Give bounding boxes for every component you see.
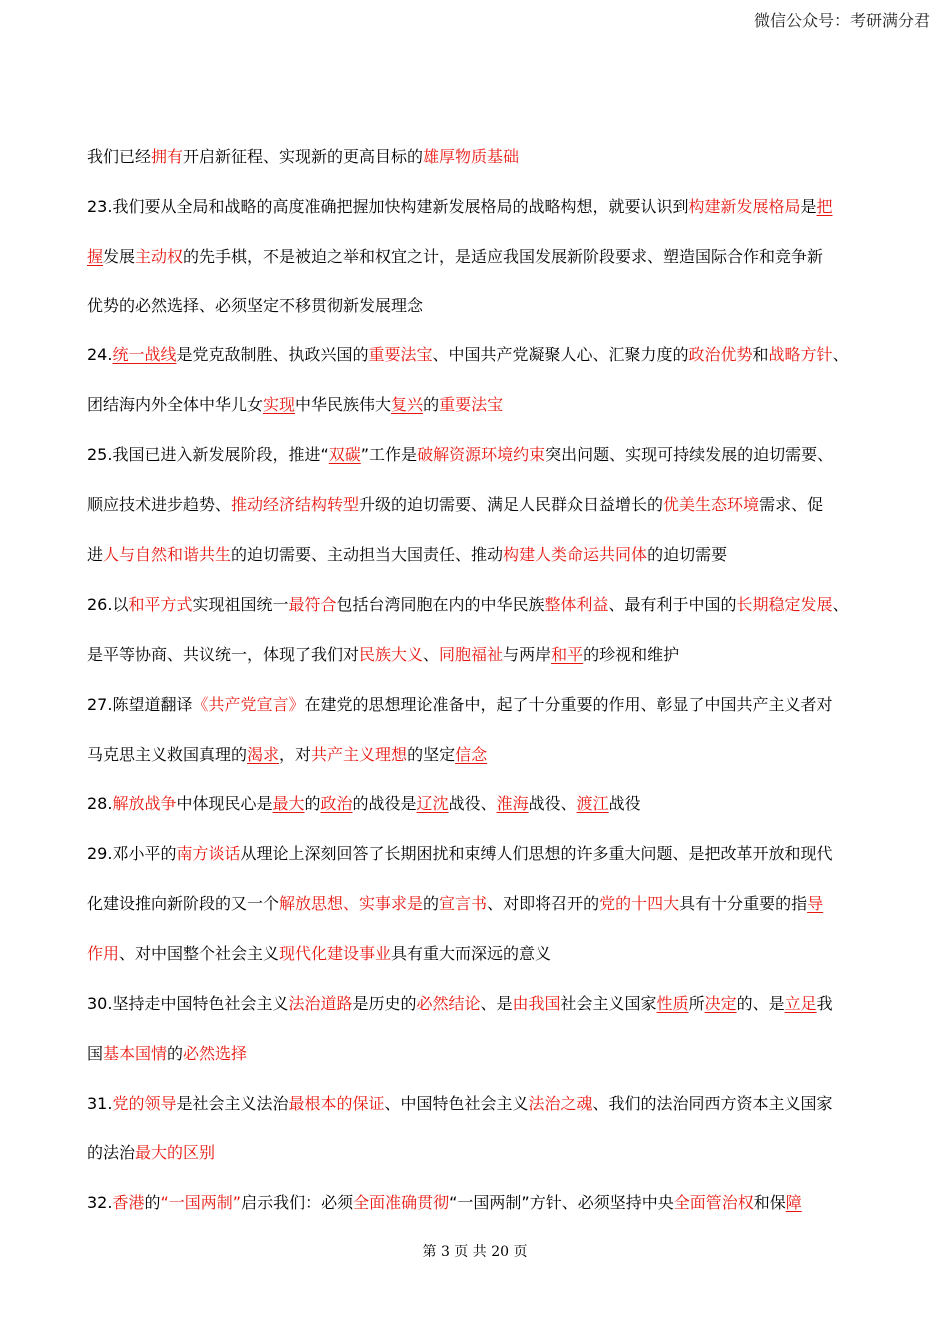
text-segment: 国 [87,1044,104,1063]
text-segment: 、中国共产党凝聚人心、汇聚力度的 [432,345,689,364]
text-line [87,593,877,617]
highlighted-term: 最大的区别 [135,1143,216,1162]
highlighted-term: 把 [816,197,833,216]
highlighted-term: 最符合 [288,595,337,614]
highlighted-term: 重要法宝 [368,345,433,364]
text-segment: 、最有利于中国的 [608,595,737,614]
highlighted-term: 拥有 [151,147,184,166]
text-segment: 和 [752,345,769,364]
text-segment: 的迫切需要 [647,545,728,564]
text-segment: 、我们的法治同西方资本主义国家 [592,1094,833,1113]
text-segment: 、对即将召开的 [487,894,600,913]
text-segment: 我 [816,994,833,1013]
text-line [87,992,877,1016]
text-segment: 的 [167,1044,184,1063]
highlighted-term: 同胞福祉 [439,645,504,664]
text-segment: 的 [304,794,321,813]
text-segment: 顺应技术进步趋势、 [87,495,232,514]
text-line [87,842,877,866]
highlighted-term: 南方谈话 [176,844,241,863]
highlighted-term: 战略方针 [768,345,833,364]
text-segment: ，对 [279,745,312,764]
text-segment: 化建设推向新阶段的又一个 [87,894,280,913]
text-segment: 31. [87,1094,113,1113]
page-footer: 第 3 页 共 20 页 [422,1244,528,1260]
highlighted-term: 推动经济结构转型 [231,495,360,514]
text-segment: 、 [423,645,440,664]
text-segment: 、是 [480,994,513,1013]
text-segment: 、 [832,345,849,364]
text-line [87,643,877,667]
highlighted-term: 全面准确贯彻 [353,1193,450,1212]
text-segment: 中华民族伟大 [295,395,392,414]
text-segment: 的 [423,395,440,414]
highlighted-term: 信念 [455,745,488,764]
highlighted-term: 解放战争 [112,794,177,813]
highlighted-term: 构建人类命运共同体 [503,545,648,564]
highlighted-term: 宣言书 [439,894,488,913]
text-line [87,743,877,767]
text-line [87,892,877,916]
highlighted-term: 淮海 [496,794,529,813]
highlighted-term: 法治道路 [288,994,353,1013]
highlighted-term: 决定 [704,994,737,1013]
text-segment: 28. [87,794,113,813]
text-segment: 的坚定 [407,745,456,764]
highlighted-term: 解放思想、实事求是 [279,894,424,913]
text-line [87,145,877,169]
highlighted-term: 必然结论 [416,994,481,1013]
text-segment: 团结海内外全体中华儿女 [87,395,264,414]
text-line [87,443,877,467]
text-segment: 29.邓小平的 [87,844,177,863]
text-segment: 发展 [103,247,136,266]
highlighted-term: 和平 [551,645,584,664]
highlighted-term: 导 [807,894,824,913]
highlighted-term: 立足 [784,994,817,1013]
text-segment: 升级的迫切需要、满足人民群众日益增长的 [359,495,664,514]
highlighted-term: 全面管治权 [673,1193,754,1212]
text-segment: 25.我国已进入新发展阶段，推进“ [87,445,329,464]
highlighted-term: 破解资源环境约束 [417,445,546,464]
highlighted-term: 障 [785,1193,802,1212]
highlighted-term: 人与自然和谐共生 [103,545,232,564]
highlighted-term: 最根本的保证 [288,1094,385,1113]
text-segment: 从理论上深刻回答了长期困扰和束缚人们思想的许多重大问题、是把改革开放和现代 [240,844,833,863]
highlighted-term: 渴求 [247,745,280,764]
text-segment: 32. [87,1193,113,1212]
text-line [87,393,877,417]
text-segment: 在建党的思想理论准备中，起了十分重要的作用、彰显了中国共产主义者对 [304,695,833,714]
text-segment: 的、是 [736,994,785,1013]
highlighted-term: 党的十四大 [599,894,680,913]
highlighted-term: 雄厚物质基础 [423,147,520,166]
text-segment: 26.以 [87,595,129,614]
text-segment: 优势的必然选择、必须坚定不移贯彻新发展理念 [87,296,424,315]
highlighted-term: 最大 [272,794,305,813]
text-segment: 包括台湾同胞在内的中华民族 [336,595,545,614]
text-segment: 具有重大而深远的意义 [391,944,552,963]
text-segment: 的 [144,1193,161,1212]
text-line [87,1092,877,1116]
text-segment: 23.我们要从全局和战略的高度准确把握加快构建新发展格局的战略构想，就要认识到 [87,197,689,216]
text-line [87,942,877,966]
text-segment: ”工作是 [360,445,418,464]
highlighted-term: 优美生态环境 [663,495,760,514]
text-segment: 实现祖国统一 [192,595,289,614]
highlighted-term: 和平方式 [128,595,193,614]
text-line [87,792,877,816]
highlighted-term: “一国两制” [160,1193,242,1212]
highlighted-term: 复兴 [391,395,424,414]
highlighted-term: 党的领导 [112,1094,177,1113]
text-segment: 所 [688,994,705,1013]
text-segment: 的法治 [87,1143,136,1162]
text-segment: 进 [87,545,104,564]
text-segment: 的 [423,894,440,913]
highlighted-term: 由我国 [512,994,561,1013]
highlighted-term: 构建新发展格局 [688,197,801,216]
highlighted-term: 重要法宝 [439,395,504,414]
text-segment: 是 [800,197,817,216]
text-line [87,693,877,717]
highlighted-term: 政治 [320,794,353,813]
highlighted-term: 主动权 [135,247,184,266]
text-segment: 需求、促 [759,495,824,514]
text-segment: 和保 [753,1193,786,1212]
highlighted-term: 基本国情 [103,1044,168,1063]
highlighted-term: 香港 [112,1193,145,1212]
text-segment: 27.陈望道翻译 [87,695,193,714]
text-segment: 中体现民心是 [176,794,273,813]
highlighted-term: 法治之魂 [528,1094,593,1113]
text-segment: 的战役是 [352,794,417,813]
text-line [87,1141,877,1165]
text-segment: 的珍视和维护 [583,645,680,664]
text-line [87,493,877,517]
highlighted-term: 性质 [656,994,689,1013]
highlighted-term: 握 [87,247,104,266]
highlighted-term: 现代化建设事业 [279,944,392,963]
text-segment: 战役 [608,794,641,813]
text-line [87,245,877,269]
text-segment: 30.坚持走中国特色社会主义 [87,994,289,1013]
highlighted-term: 政治优势 [688,345,753,364]
text-segment: 是历史的 [352,994,417,1013]
text-segment: 我们已经 [87,147,152,166]
text-line [87,294,877,318]
text-segment: 马克思主义救国真理的 [87,745,248,764]
highlighted-term: 《共产党宣言》 [192,695,305,714]
text-segment: 、 [832,595,849,614]
highlighted-term: 长期稳定发展 [736,595,833,614]
highlighted-term: 实现 [263,395,296,414]
highlighted-term: 整体利益 [544,595,609,614]
text-segment: 是党克敌制胜、执政兴国的 [176,345,369,364]
text-segment: 突出问题、实现可持续发展的迫切需要、 [545,445,834,464]
highlighted-term: 民族大义 [359,645,424,664]
highlighted-term: 作用 [87,944,120,963]
highlighted-term: 双碳 [328,445,361,464]
text-line [87,543,877,567]
text-segment: 战役、 [448,794,497,813]
text-line [87,1042,877,1066]
highlighted-term: 辽沈 [416,794,449,813]
text-segment: 社会主义国家 [560,994,657,1013]
text-segment: 开启新征程、实现新的更高目标的 [183,147,424,166]
text-segment: 、中国特色社会主义 [384,1094,529,1113]
text-segment: 与两岸 [503,645,552,664]
text-segment: 、对中国整个社会主义 [119,944,280,963]
text-segment: 启示我们：必须 [241,1193,354,1212]
text-segment: 是社会主义法治 [176,1094,289,1113]
highlighted-term: 统一战线 [112,345,177,364]
text-segment: 的迫切需要、主动担当大国责任、推动 [231,545,504,564]
text-segment: “一国两制”方针、必须坚持中央 [449,1193,674,1212]
text-segment: 是平等协商、共议统一，体现了我们对 [87,645,360,664]
page-header: 微信公众号：考研满分君 [753,11,930,30]
text-line [87,343,877,367]
text-segment: 的先手棋，不是被迫之举和权宜之计，是适应我国发展新阶段要求、塑造国际合作和竞争新 [183,247,824,266]
text-segment: 24. [87,345,113,364]
text-line [87,1191,877,1215]
text-segment: 具有十分重要的指 [679,894,808,913]
text-segment: 战役、 [528,794,577,813]
highlighted-term: 渡江 [576,794,609,813]
highlighted-term: 共产主义理想 [311,745,408,764]
text-line [87,195,877,219]
highlighted-term: 必然选择 [183,1044,248,1063]
